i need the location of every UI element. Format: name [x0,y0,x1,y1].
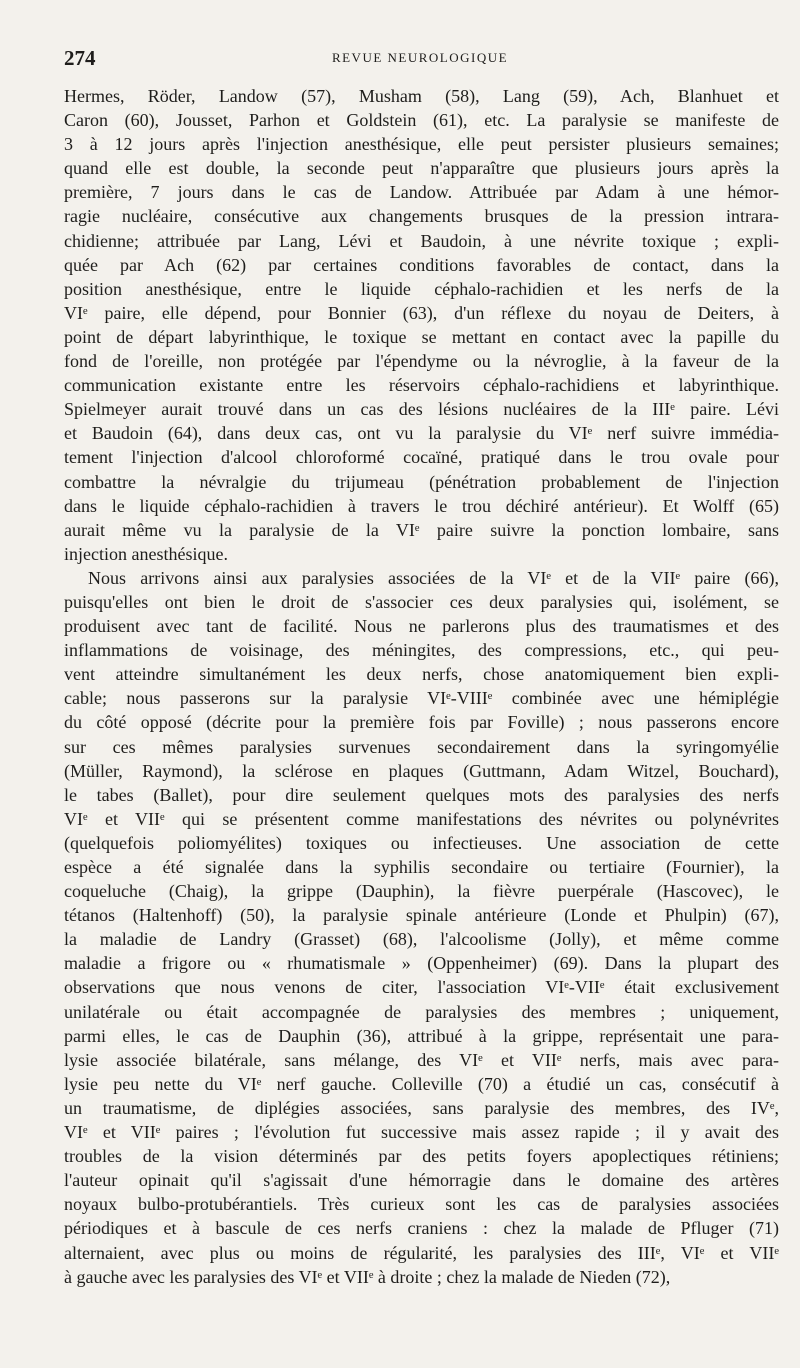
text-line: un traumatisme, de diplégies associées, sans paralysie des membres, des IVᵉ, [64,1097,779,1118]
text-line: lysie peu nette du VIᵉ nerf gauche. Colleville (70) a étudié un cas, consécutif à [64,1073,779,1094]
text-line: injection anesthésique. [64,543,228,564]
text-line: tement l'injection d'alcool chloroformé cocaïné, pratiqué dans le trou ovale pour [64,447,779,468]
text-line: ragie nucléaire, consécutive aux changements brusques de la pression intrara- [64,206,779,227]
text-line: (Müller, Raymond), la sclérose en plaques (Guttmann, Adam Witzel, Bouchard), [64,760,779,781]
text-line: point de départ labyrinthique, le toxique se mettant en contact avec la papille du [64,326,779,347]
text-line: puisqu'elles ont bien le droit de s'associer ces deux paralysies qui, isolément, se [64,591,779,612]
text-line: l'auteur opinait qu'il s'agissait d'une hémorragie dans le domaine des artères [64,1170,779,1191]
text-line: noyaux bulbo-protubérantiels. Très curieux sont les cas de paralysies associées [64,1194,779,1215]
text-line: périodiques et à bascule de ces nerfs craniens : chez la malade de Pfluger (71) [64,1218,779,1239]
page-header [64,46,776,72]
text-line: VIᵉ et VIIᵉ paires ; l'évolution fut successive mais assez rapide ; il y avait des [64,1122,779,1143]
text-line: cable; nous passerons sur la paralysie VIᵉ-VIIIᵉ combinée avec une hémiplégie [64,688,779,709]
text-line: Caron (60), Jousset, Parhon et Goldstein (61), etc. La paralysie se manifeste de [64,110,779,131]
text-line: inflammations de voisinage, des méningites, des compressions, etc., qui peu- [64,640,779,661]
text-line: espèce a été signalée dans la syphilis secondaire ou tertiaire (Fournier), la [64,857,779,877]
text-line: Spielmeyer aurait trouvé dans un cas des lésions nucléaires de la IIIᵉ paire. Lévi [64,399,779,420]
text-line: Hermes, Röder, Landow (57), Musham (58), Lang (59), Ach, Blanhuet et [64,86,779,106]
text-line: vent atteindre simultanément les deux nerfs, chose anatomiquement bien expli- [64,664,779,685]
text-line: coqueluche (Chaig), la grippe (Dauphin), la fièvre puerpérale (Hascovec), le [64,881,779,902]
text-line: sur ces mêmes paralysies survenues secondairement dans la syringomyélie [64,736,779,757]
text-line: Nous arrivons ainsi aux paralysies associées de la VIᵉ et de la VIIᵉ paire (66), [88,567,779,588]
text-line: combattre la névralgie du trijumeau (pénétration probablement de l'injection [64,471,779,492]
text-line: et Baudoin (64), dans deux cas, ont vu la paralysie du VIᵉ nerf suivre immédia- [64,423,779,444]
text-line: observations que nous venons de citer, l'association VIᵉ-VIIᵉ était exclusivement [64,977,779,998]
paragraph [64,84,779,566]
text-line: aurait même vu la paralysie de la VIᵉ paire suivre la ponction lombaire, sans [64,519,779,540]
text-line: alternaient, avec plus ou moins de régularité, les paralysies des IIIᵉ, VIᵉ et VIIᵉ [64,1242,779,1263]
text-line: dans le liquide céphalo-rachidien à travers le trou déchiré antérieur). Et Wolff (65) [64,495,779,516]
text-line: première, 7 jours dans le cas de Landow. Attribuée par Adam à une hémor- [64,182,779,203]
text-line: VIᵉ et VIIᵉ qui se présentent comme manifestations des névrites ou polynévrites [64,808,779,829]
text-line: lysie associée bilatérale, sans mélange, des VIᵉ et VIIᵉ nerfs, mais avec para- [64,1049,779,1070]
text-line: 3 à 12 jours après l'injection anesthésique, elle peut persister plusieurs semaines; [64,134,779,155]
text-line: produisent avec tant de facilité. Nous ne parlerons plus des traumatismes et des [64,616,779,637]
text-line: chidienne; attribuée par Lang, Lévi et Baudoin, à une névrite toxique ; expli- [64,230,779,251]
text-line: VIᵉ paire, elle dépend, pour Bonnier (63), d'un réflexe du noyau de Deiters, à [64,302,779,323]
text-line: (quelquefois poliomyélites) toxiques ou infectieuses. Une association de cette [64,832,779,853]
text-line: la maladie de Landry (Grasset) (68), l'alcoolisme (Jolly), et même comme [64,929,779,950]
text-line: position anesthésique, entre le liquide céphalo-rachidien et les nerfs de la [64,278,779,299]
paragraph [64,566,779,1289]
text-line: quand elle est double, la seconde peut n'apparaître que plusieurs jours après la [64,158,779,179]
text-line: fond de l'oreille, non protégée par l'épendyme ou la névroglie, à la faveur de la [64,351,779,372]
text-line: parmi elles, le cas de Dauphin (36), attribué à la grippe, représentait une para- [64,1025,779,1046]
text-line: à gauche avec les paralysies des VIᵉ et VIIᵉ à droite ; chez la malade de Nieden (72), [64,1266,671,1287]
text-line: maladie a frigore ou « rhumatismale » (Oppenheimer) (69). Dans la plupart des [64,953,779,974]
running-title: REVUE NEUROLOGIQUE [331,50,509,65]
page-number: 274 [64,46,96,70]
text-line: du côté opposé (décrite pour la première fois par Foville) ; nous passerons encore [64,712,779,733]
text-line: quée par Ach (62) par certaines conditions favorables de contact, dans la [64,254,779,275]
text-line: le tabes (Ballet), pour dire seulement quelques mots des paralysies des nerfs [64,784,779,805]
text-line: communication existante entre les réservoirs céphalo-rachidiens et labyrinthique. [64,375,779,396]
body-text [64,84,779,1289]
text-line: unilatérale ou était accompagnée de paralysies des membres ; uniquement, [64,1001,779,1022]
text-line: tétanos (Haltenhoff) (50), la paralysie spinale antérieure (Londe et Phulpin) (67), [64,905,779,926]
text-line: troubles de la vision déterminés par des petits foyers apoplectiques rétiniens; [64,1146,779,1167]
